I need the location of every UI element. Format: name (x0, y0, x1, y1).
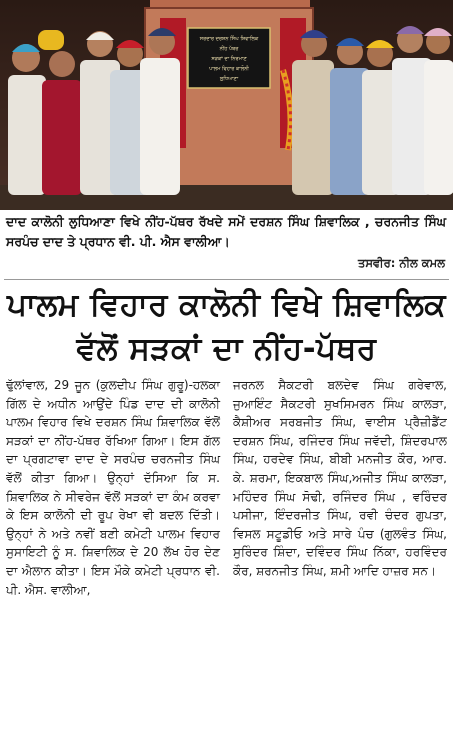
headline-line-2: ਵੱਲੋਂ ਸੜਕਾਂ ਦਾ ਨੀਂਹ-ਪੱਥਰ (76, 331, 377, 367)
article-column-2 (233, 376, 447, 581)
news-photo (0, 0, 453, 210)
photo-caption (6, 212, 446, 252)
plaque-line: ਸਰਦਾਰ ਦਰਸ਼ਨ ਸਿੰਘ ਸ਼ਿਵਾਲਿਕ (199, 36, 259, 42)
column-1-text: ਢੁੱਲਾਂਵਾਲ, 29 ਜੂਨ (ਕੁਲਦੀਪ ਸਿੰਘ ਗੁਰੂ)-ਹਲਕਾ ਗਿੱਲ ਦੇ ਅਧੀਨ ਆਉਂਦੇ ਪਿੰਡ ਦਾਦ ਦੀ ਕਾਲੋਨੀ ਪਾਲਮ ਵਿਹਾਰ ਵਿਖੇ ਦਰਸ਼ਨ ਸਿੰਘ ਸ਼ਿਵਾਲਿਕ ਵੱਲੋਂ ਸੜਕਾਂ ਦਾ ਨੀਂਹ-ਪੱਥਰ ਰੱਖਿਆ ਗਿਆ। ਇਸ ਗੱਲ ਦਾ ਪ੍ਰਗਟਾਵਾ ਦਾਦ ਦੇ ਸਰਪੰਚ ਚਰਨਜੀਤ ਸਿੰਘ ਵੱਲੋਂ ਕੀਤਾ ਗਿਆ। ਉਨ੍ਹਾਂ ਦੱਸਿਆ ਕਿ ਸ. ਸ਼ਿਵਾਲਿਕ ਨੇ ਸੀਵਰੇਜ ਵੱਲੋਂ ਸੜਕਾਂ ਦਾ ਕੰਮ ਕਰਵਾ ਕੇ ਇਸ ਕਾਲੋਨੀ ਦੀ ਰੂਪ ਰੇਖਾ ਵੀ ਬਦਲ ਦਿੱਤੀ। ਉਨ੍ਹਾਂ ਨੇ ਅਤੇ ਨਵੀਂ ਬਣੀ ਕਮੇਟੀ ਪਾਲਮ ਵਿਹਾਰ ਸੁਸਾਇਟੀ ਨੂੰ ਸ. ਸ਼ਿਵਾਲਿਕ ਦੇ 20 ਲੱਖ ਹੋਰ ਦੇਣ ਦਾ ਐਲਾਨ ਕੀਤਾ। ਇਸ ਮੌਕੇ ਕਮੇਟੀ ਪ੍ਰਧਾਨ ਵੀ. ਪੀ. ਐਸ. ਵਾਲੀਆ, (6, 378, 220, 597)
headline-line-1: ਪਾਲਮ ਵਿਹਾਰ ਕਾਲੋਨੀ ਵਿਖੇ ਸ਼ਿਵਾਲਿਕ (6, 287, 447, 323)
photo-credit: ਤਸਵੀਰ: ਨੀਲ ਕਮਲ (357, 256, 445, 270)
plaque-line: ਪਾਲਮ ਵਿਹਾਰ ਕਾਲੋਨੀ (209, 66, 249, 72)
article-body (6, 376, 447, 744)
plaque-line: ਨੀਂਹ ਪੱਥਰ (219, 46, 239, 52)
divider (4, 279, 449, 280)
caption-text: ਦਾਦ ਕਾਲੋਨੀ ਲੁਧਿਆਣਾ ਵਿਖੇ ਨੀਂਹ-ਪੱਥਰ ਰੱਖਦੇ ਸਮੇਂ ਦਰਸ਼ਨ ਸਿੰਘ ਸ਼ਿਵਾਲਿਕ , ਚਰਨਜੀਤ ਸਿੰਘ ਸਰਪੰਚ ਦਾਦ ਤੇ ਪ੍ਰਧਾਨ ਵੀ. ਪੀ. ਐਸ ਵਾਲੀਆ। (6, 214, 446, 249)
plaque-line: ਲੁਧਿਆਣਾ (219, 76, 239, 82)
column-2-text: ਜਰਨਲ ਸੈਕਟਰੀ ਬਲਦੇਵ ਸਿੰਘ ਗਰੇਵਾਲ, ਜੁਆਇੰਟ ਸੈਕਟਰੀ ਸੁਖਸਿਮਰਨ ਸਿੰਘ ਕਾਲੜਾ, ਕੈਸ਼ੀਅਰ ਸਰਬਜੀਤ ਸਿੰਘ, ਵਾਈਸ ਪ੍ਰੈਜ਼ੀਡੈਂਟ ਦਰਸ਼ਨ ਸਿੰਘ, ਰਜਿੰਦਰ ਸਿੰਘ ਜਵੱਦੀ, ਸ਼ਿੰਦਰਪਾਲ ਸਿੰਘ, ਹਰਦੇਵ ਸਿੰਘ, ਬੀਬੀ ਮਨਜੀਤ ਕੌਰ, ਆਰ. ਕੇ. ਸ਼ਰਮਾ, ਇਕਬਾਲ ਸਿੰਘ,ਅਜੀਤ ਸਿੰਘ ਕਾਲੜਾ, ਮਹਿੰਦਰ ਸਿੰਘ ਸੋਢੀ, ਰਜਿੰਦਰ ਸਿੰਘ , ਵਰਿੰਦਰ ਪਸੀਜਾ, ਇੰਦਰਜੀਤ ਸਿੰਘ, ਰਵੀ ਚੰਦਰ ਗੁਪਤਾ, ਵਿਸਲ ਸਟੂਡੀਓ ਅਤੇ ਸਾਰੇ ਪੰਚ (ਗੁਲਵੰਤ ਸਿੰਘ, ਸੁਰਿੰਦਰ ਸ਼ਿੰਦਾ, ਦਵਿੰਦਰ ਸਿੰਘ ਨਿੱਕਾ, ਹਰਵਿੰਦਰ ਕੌਰ, ਸ਼ਰਨਜੀਤ ਸਿੰਘ, ਸ਼ਮੀ ਆਦਿ ਹਾਜ਼ਰ ਸਨ। (233, 378, 447, 578)
article-column-1 (6, 376, 220, 599)
plaque-line: ਸੜਕਾਂ ਦਾ ਨਿਰਮਾਣ (211, 56, 247, 62)
article-headline (0, 283, 453, 371)
